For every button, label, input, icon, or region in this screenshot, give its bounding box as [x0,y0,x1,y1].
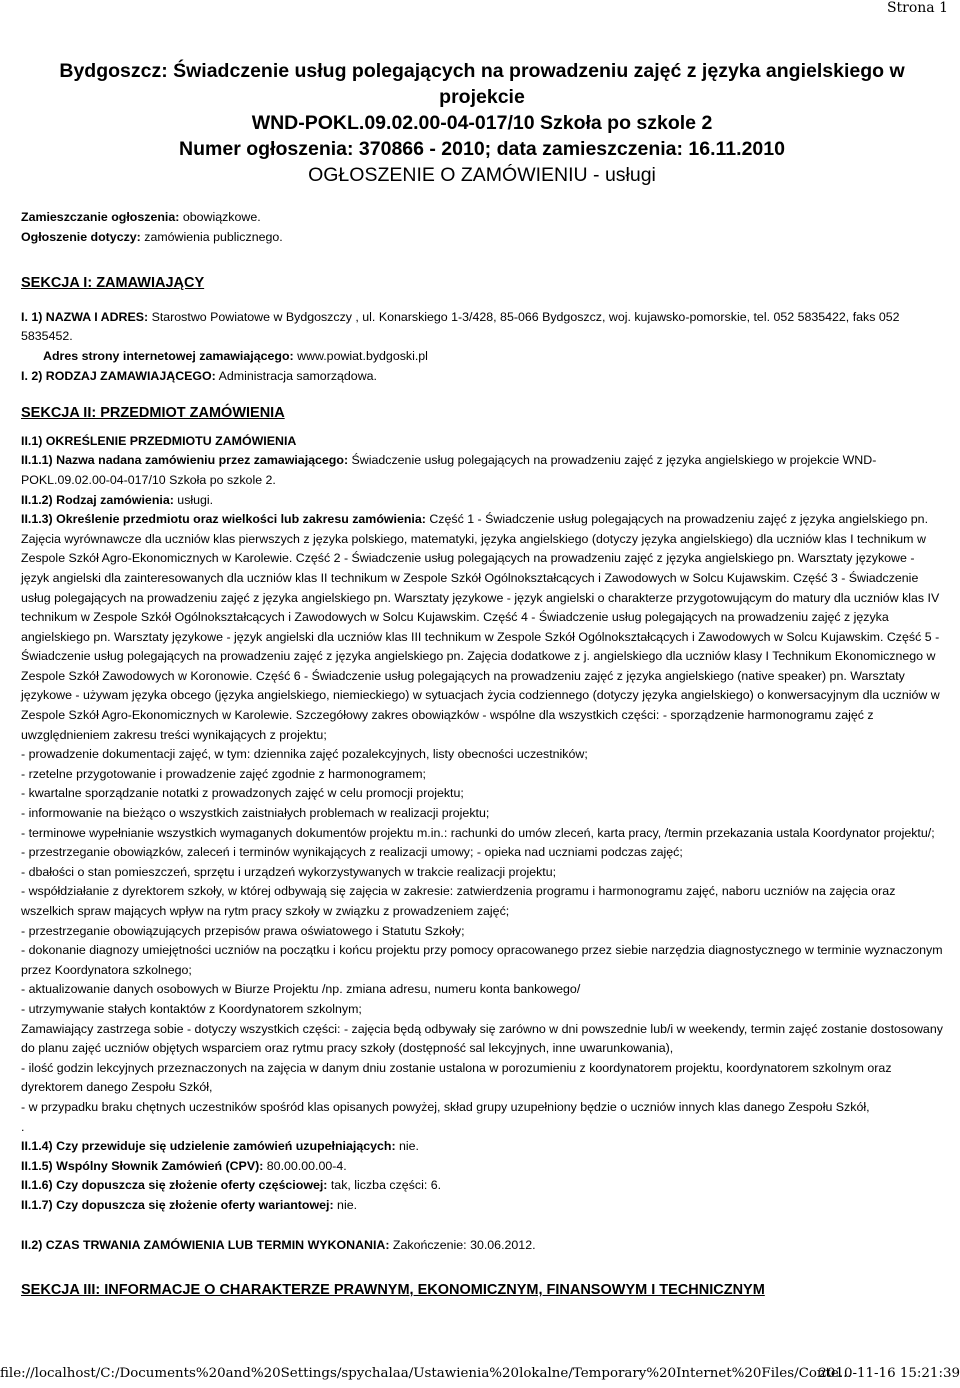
contract-item: II.1.4) Czy przewiduje się udzielenie zamówień uzupełniających: nie. [21,1139,419,1154]
section-2-body [21,432,943,1255]
notice-meta [21,208,943,247]
duty-item: - utrzymywanie stałych kontaktów z Koordynatorem szkolnym; [21,1001,362,1016]
meta-value: zamówienia publicznego. [140,229,283,244]
duty-item: - prowadzenie dokumentacji zajęć, w tym: dziennika zajęć pozalekcyjnych, listy obecności uczestników; [21,747,588,762]
duty-item: - kwartalne sporządzanie notatki z prowadzonych zajęć w celu promocji projektu; [21,786,464,801]
duty-item: - w przypadku braku chętnych uczestników spośród klas opisanych powyżej, skład grupy uzupełniony będzie o uczniów innych klas danego Zespołu Szkół, [21,1099,870,1114]
duty-item: - rzetelne przygotowanie i prowadzenie zajęć zgodnie z harmonogramem; [21,766,426,781]
contract-kind: II.1.2) Rodzaj zamówienia: usługi. [21,492,214,507]
duty-item: - informowanie na bieżąco o wszystkich zaistniałych problemach w realizacji projektu; [21,806,490,821]
section-1-heading: SEKCJA I: ZAMAWIAJĄCY [21,275,205,292]
duty-item: . [21,1119,25,1134]
meta-concerns [21,228,943,248]
notice-type: OGŁOSZENIE O ZAMÓWIENIU - usługi [308,164,656,186]
duty-item: - przestrzeganie obowiązujących przepisów prawa oświatowego i Statutu Szkoły; [21,923,465,938]
contracting-authority-address: I. 1) NAZWA I ADRES: Starostwo Powiatowe w Bydgoszczy , ul. Konarskiego 1-3/428, 85-066 Bydgoszcz, woj. kujawsko-pomorskie, tel. 052 5835422, faks 052 5835452. [21,309,900,344]
footer-timestamp: 2010-11-16 15:21:39 [818,1366,960,1381]
section-1-body [21,308,943,386]
contract-name: II.1.1) Nazwa nadana zamówieniu przez zamawiającego: Świadczenie usług polegających na prowadzeniu zajęć z języka angielskiego w projekcie WND-POKL.09.02.00-04-017/10 Szkoła po szkole 2. [21,453,877,487]
footer-file-path: file://localhost/C:/Documents%20and%20Settings/spychalaa/Ustawienia%20lokalne/Temporary%20Internet%20Files/Conte... [0,1366,852,1381]
duty-item: - terminowe wypełnianie wszystkich wymaganych dokumentów projektu m.in.: rachunki do umów zleceń, karta pracy, /termin przekazania ustala Koordynator projektu/; [21,825,935,840]
meta-publication [21,208,943,228]
duty-item: - dokonanie diagnozy umiejętności uczniów na początku i końcu projektu przy pomocy opracowanego przez siebie narzędzia diagnostycznego w terminie wyznaczonym przez Koordynatora szkolnego; [21,943,943,977]
page-number: Strona 1 [886,0,948,16]
duty-item: Zamawiający zastrzega sobie - dotyczy wszystkich części: - zajęcia będą odbywały się zarówno w dni powszednie lub/i w weekendy, termin zajęć zostanie dostosowany do planu zajęć uczniów objętych wsparciem oraz rytmu pracy szkoły (dostępność sal lekcyjnych, inne uwarunkowania), [21,1021,943,1056]
contract-description: II.1.3) Określenie przedmiotu oraz wielkości lub zakresu zamówienia: Część 1 - Świadczenie usług polegających na prowadzeniu zajęć z języka angielskiego pn. Zajęcia wyrównawcze dla uczniów klas pierwszych z języka polskiego, matematyki, języka angielskiego (dotyczy języka angielskiego) dla uczniów klas I technikum w Zespole Szkół Agro-Ekonomicznych w Karolewie. Część 2 - Świadczenie usług polegających na prowadzeniu zajęć z języka angielskiego pn. Warsztaty językowe - język angielski dla zainteresowanych dla uczniów klas II technikum w Zespole Szkół Ogólnokształcących i Zawodowych w Solcu Kujawskim. Część 3 - Świadczenie usług polegających na prowadzeniu zajęć z języka angielskiego pn. Warsztaty językowe - język angielski o charakterze przygotowującym do matury dla uczniów klas IV technikum w Zespole Szkół Ogólnokształcących i Zawodowych w Solcu Kujawskim. Część 4 - Świadczenie usług polegających na prowadzeniu zajęć z języka angielskiego pn. Warsztaty językowe - język angielski dla uczniów klas III technikum w Zespole Szkół Ogólnokształcących i Zawodowych w Solcu Kujawskim. Część 5 - Świadczenie usług polegających na prowadzeniu zajęć z języka angielskiego pn. Zajęcia dodatkowe z j. angielskiego dla uczniów klasy I Technikum Ekonomicznego w Zespole Szkół Zawodowych w Koronowie. Część 6 - Świadczenie usług polegających na prowadzeniu zajęć z języka angielskiego (native speaker) pn. Warsztaty językowe - używam języka obcego (języka angielskiego, niemieckiego) w sytuacjach życia codziennego (dotyczy języka angielskiego) o konwersacyjnym dla uczniów w Zespole Szkół Agro-Ekonomicznych w Karolewie. Szczegółowy zakres obowiązków - wspólne dla wszystkich części: - sporządzenie harmonogramu zajęć z uwzględnieniem zakresu treści wynikających z projektu; [21,512,940,742]
contracting-authority-website: Adres strony internetowej zamawiającego: www.powiat.bydgoski.pl [43,348,428,363]
duty-item: - przestrzeganie obowiązków, zaleceń i terminów wynikających z realizacji umowy; - opieka nad uczniami podczas zajęć; [21,845,683,860]
title-line-1: Bydgoszcz: Świadczenie usług polegających na prowadzeniu zajęć z języka angielskiego w projekcie [59,60,905,108]
notice-title [17,58,947,162]
duty-item: - dbałości o stan pomieszczeń, sprzętu i urządzeń wykorzystywanych w trakcie realizacji projektu; [21,864,557,879]
section-2-heading: SEKCJA II: PRZEDMIOT ZAMÓWIENIA [21,405,285,422]
contract-item: II.1.5) Wspólny Słownik Zamówień (CPV): 80.00.00.00-4. [21,1158,347,1173]
meta-label: Ogłoszenie dotyczy: [21,229,141,244]
section-3-heading: SEKCJA III: INFORMACJE O CHARAKTERZE PRAWNYM, EKONOMICZNYM, FINANSOWYM I TECHNICZNYM [21,1282,765,1299]
meta-value: obowiązkowe. [179,210,261,224]
contract-item: II.1.6) Czy dopuszcza się złożenie oferty częściowej: tak, liczba części: 6. [21,1178,442,1193]
duty-item: - ilość godzin lekcyjnych przeznaczonych na zajęcia w danym dniu zostanie ustalona w porozumieniu z koordynatorem projektu, koordynatorem szkolnym oraz dyrektorem danego Zespołu Szkół, [21,1060,892,1095]
contracting-authority-type: I. 2) RODZAJ ZAMAWIAJĄCEGO: Administracja samorządowa. [21,368,377,383]
duty-item: - współdziałanie z dyrektorem szkoły, w której odbywają się zajęcia w zakresie: zatwierdzenia programu i harmonogramu zajęć, naboru uczniów na zajęcia oraz wszelkich spraw mających wpływ na rytm pracy szkoły w związku z prowadzeniem zajęć; [21,884,896,918]
title-line-3: Numer ogłoszenia: 370866 - 2010; data zamieszczenia: 16.11.2010 [179,138,785,160]
contract-term: II.2) CZAS TRWANIA ZAMÓWIENIA LUB TERMIN WYKONANIA: Zakończenie: 30.06.2012. [21,1237,536,1252]
subsection-heading: II.1) OKREŚLENIE PRZEDMIOTU ZAMÓWIENIA [21,433,297,448]
meta-label: Zamieszczanie ogłoszenia: [21,210,180,224]
contract-item: II.1.7) Czy dopuszcza się złożenie oferty wariantowej: nie. [21,1197,358,1212]
duty-item: - aktualizowanie danych osobowych w Biurze Projektu /np. zmiana adresu, numeru konta bankowego/ [21,982,581,997]
notice-content [21,58,943,1301]
title-line-2: WND-POKL.09.02.00-04-017/10 Szkoła po szkole 2 [251,112,713,134]
